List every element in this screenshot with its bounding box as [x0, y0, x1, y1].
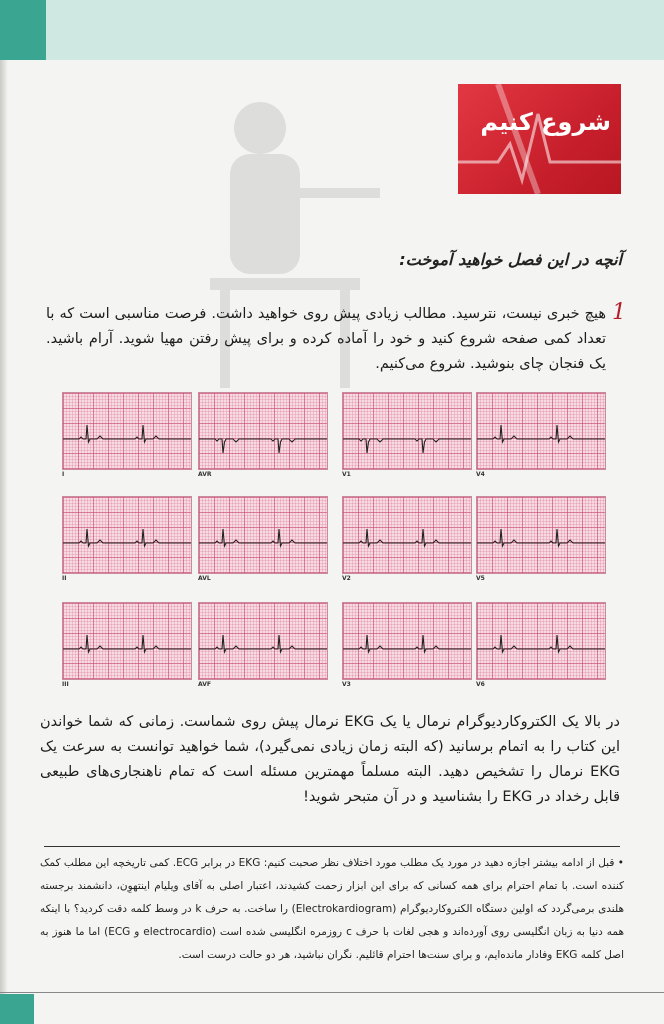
chapter-title: شروع کنیم: [480, 108, 611, 136]
body-paragraph: در بالا یک الکتروکاردیوگرام نرمال یا یک EKG نرمال پیش روی شماست. زمانی که شما خواندن این کتاب را به اتمام برسانید (که البته زمان زیادی نمی‌گیرد)، شما خواهید توانست به سرعت یک EKG نرمال را تشخیص دهید. البته مسلماً مهمترین مسئله است که تمام ناهنجاری‌های طبیعی قابل رخداد در EKG را بشناسید و در آن متبحر شوید!: [40, 714, 620, 805]
ecg-trace: [343, 393, 471, 469]
ecg-lead-label: V4: [476, 471, 485, 478]
section-subtitle: آنچه در این فصل خواهید آموخت:: [399, 250, 622, 269]
page-binding-shadow: [0, 60, 8, 1024]
top-color-band: [0, 0, 664, 64]
ecg-trace: [199, 393, 327, 469]
ecg-panel-v5: [476, 496, 606, 574]
ecg-panel-avf: [198, 602, 328, 680]
ecg-lead-label: III: [62, 681, 69, 688]
ecg-panel-v6: [476, 602, 606, 680]
ecg-trace: [343, 603, 471, 679]
bottom-color-tab: [0, 994, 34, 1024]
ecg-lead-label: V1: [342, 471, 351, 478]
intro-paragraph: هیچ خبری نیست، نترسید. مطالب زیادی پیش روی خواهید داشت. فرصت مناسبی است که با تعداد کمی صفحه شروع کنید و خود را آماده کرده و برای پیش رفتن مهیا شوید. آرام باشید. یک فنجان چای بنوشید. شروع می‌کنیم.: [46, 306, 606, 372]
ecg-panel-v3: [342, 602, 472, 680]
ecg-panel-avr: [198, 392, 328, 470]
ecg-lead-label: I: [62, 471, 65, 478]
ecg-panel-avl: [198, 496, 328, 574]
ecg-trace: [199, 603, 327, 679]
ecg-lead-label: V5: [476, 575, 485, 582]
footnote: • قبل از ادامه بیشتر اجازه دهید در مورد یک مطلب مورد اختلاف نظر صحبت کنیم: EKG در برابر ECG. کمی تاریخچه این مطلب کمک کننده است. با تمام احترام برای همه کسانی که برای این ابزار زحمت کشیدند، اعتبار اصلی به آقای ویلیام اینتهوِن، دانشمند برجسته هلندی برمی‌گردد که اولین دستگاه الکتروکاردیوگرام (Electrokardiogram) را ساخت. به حرف k در وسط کلمه دقت کردید؟ با اینکه همه دنیا به زبان انگلیسی روی آورده‌اند و هجی لغات با حرف c روزمره انگلیسی شده است (electrocardio و ECG) اما ما هنوز به اصل کلمه EKG وفادار مانده‌ایم، و برای سنت‌ها احترام قائلیم. نگران نباشید، هر دو حالت درست است.: [40, 857, 625, 961]
item-number: 1: [612, 300, 626, 325]
ecg-panel-i: [62, 392, 192, 470]
ecg-panel-iii: [62, 602, 192, 680]
ecg-trace: [477, 603, 605, 679]
ecg-lead-label: AVF: [198, 681, 211, 688]
ecg-lead-label: V3: [342, 681, 351, 688]
ecg-panel-v2: [342, 496, 472, 574]
footnote-divider: [44, 846, 620, 847]
ecg-lead-label: V2: [342, 575, 351, 582]
ecg-trace: [63, 603, 191, 679]
ecg-trace: [63, 497, 191, 573]
ecg-trace: [63, 393, 191, 469]
chapter-title-box: [458, 84, 621, 194]
ecg-lead-label: AVL: [198, 575, 211, 582]
ecg-trace: [477, 393, 605, 469]
ecg-trace: [199, 497, 327, 573]
ecg-trace: [477, 497, 605, 573]
ecg-lead-label: AVR: [198, 471, 212, 478]
ecg-panel-ii: [62, 496, 192, 574]
heartbeat-decoration: [458, 84, 621, 194]
page-bottom-line: [0, 992, 664, 993]
ecg-lead-label: II: [62, 575, 67, 582]
ecg-panel-v4: [476, 392, 606, 470]
ecg-trace: [343, 497, 471, 573]
ecg-panel-v1: [342, 392, 472, 470]
ecg-lead-label: V6: [476, 681, 485, 688]
